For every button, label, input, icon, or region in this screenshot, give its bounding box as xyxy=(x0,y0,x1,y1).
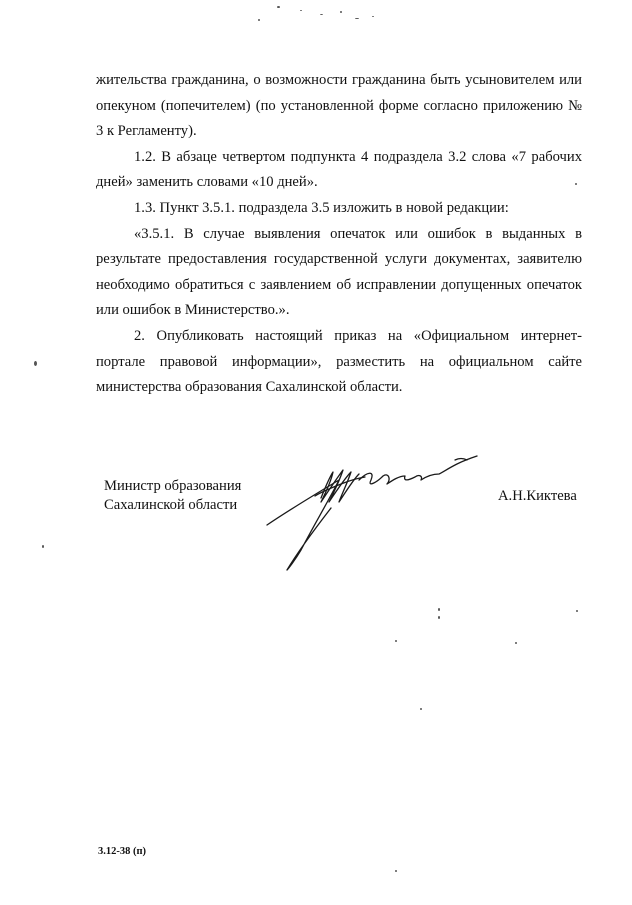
signatory-title-line2: Сахалинской области xyxy=(104,497,238,513)
scan-speck xyxy=(420,708,422,710)
document-body xyxy=(96,68,582,401)
signatory-title xyxy=(104,477,241,515)
scan-speck xyxy=(372,16,374,17)
scan-speck xyxy=(258,19,260,21)
scan-speck xyxy=(320,14,323,15)
signatory-name: А.Н.Киктева xyxy=(498,488,577,504)
scan-speck xyxy=(42,545,44,548)
scan-speck xyxy=(355,18,359,19)
scan-speck xyxy=(34,361,37,366)
paragraph-3-5-1-quote: «3.5.1. В случае выявления опечаток или ошибок в выданных в результате предоставления государственной услуги документах, заявителю необходимо обратиться с заявлением об исправлении допущенных опечаток или ошибок в Министерство.». xyxy=(96,225,582,319)
paragraph-continuation: жительства гражданина, о возможности гражданина быть усыновителем или опекуном (попечителем) (по установленной форме согласно приложению № 3 к Регламенту). xyxy=(96,72,582,140)
scan-speck xyxy=(300,10,302,11)
document-code: 3.12-38 (п) xyxy=(98,846,147,857)
scan-speck xyxy=(395,870,397,872)
scan-speck xyxy=(438,608,440,611)
signatory-title-line1: Министр образования xyxy=(104,478,242,494)
scan-speck xyxy=(340,11,342,13)
paragraph-2: 2. Опубликовать настоящий приказ на «Официальном интернет-портале правовой информации», разместить на официальном сайте министерства образования Сахалинской области. xyxy=(96,327,582,396)
scan-speck xyxy=(395,640,397,642)
scan-speck xyxy=(576,610,578,612)
scan-speck xyxy=(438,616,440,619)
handwritten-signature xyxy=(259,450,489,580)
scan-speck xyxy=(515,642,517,644)
signature-block xyxy=(104,477,584,587)
paragraph-1-2: 1.2. В абзаце четвертом подпункта 4 подраздела 3.2 слова «7 рабочих дней» заменить словами «10 дней». xyxy=(96,148,582,191)
scan-speck xyxy=(277,6,280,8)
paragraph-1-3: 1.3. Пункт 3.5.1. подраздела 3.5 изложить в новой редакции: xyxy=(134,199,509,216)
